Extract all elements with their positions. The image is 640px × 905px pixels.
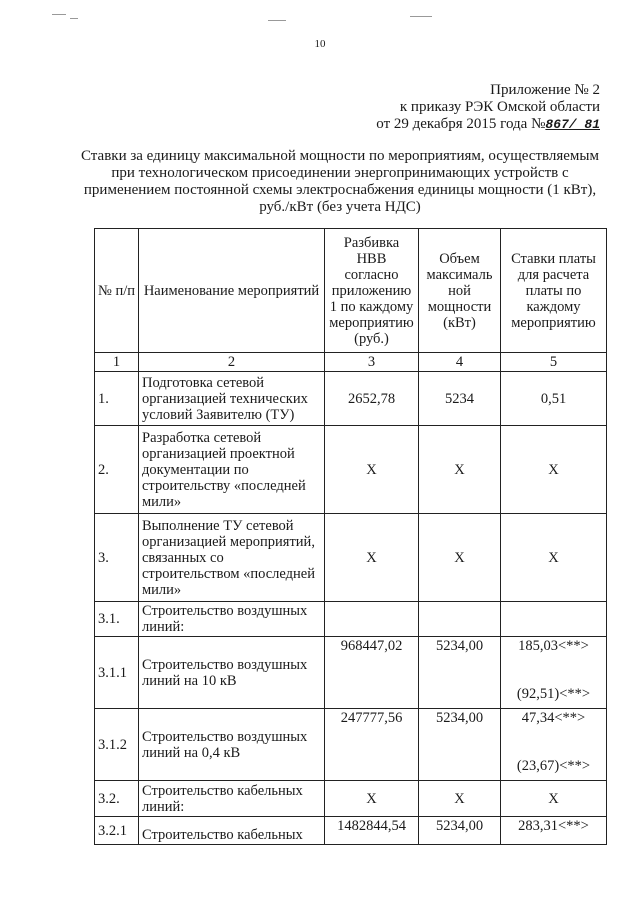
row-name: Строительство кабельных [139, 817, 325, 845]
row-name: Разработка сетевой организацией проектной документации по строительству «последней мили» [139, 426, 325, 514]
col-number: 1 [95, 353, 139, 372]
row-rate: 283,31<**> [501, 817, 607, 845]
header-power: Объем максималь ной мощности (кВт) [419, 229, 501, 353]
header-nvv: Разбивка НВВ согласно приложению 1 по каждому мероприятию (руб.) [325, 229, 419, 353]
row-name: Строительство воздушных линий на 0,4 кВ [139, 709, 325, 781]
row-rate: X [501, 514, 607, 602]
row-nvv: 2652,78 [325, 372, 419, 426]
page-number: 10 [314, 38, 326, 50]
header-name: Наименование мероприятий [139, 229, 325, 353]
row-nvv: 1482844,54 [325, 817, 419, 845]
col-number: 2 [139, 353, 325, 372]
appendix-line1: Приложение № 2 [490, 82, 600, 98]
row-rate: 0,51 [501, 372, 607, 426]
row-rate: 47,34<**> [521, 710, 586, 726]
row-rate-cell [501, 637, 607, 709]
row-number: 1. [95, 372, 139, 426]
col-number: 5 [501, 353, 607, 372]
handwritten-doc-number: 867/ 81 [545, 117, 600, 132]
row-number: 3.2.1 [95, 817, 139, 845]
row-number: 3.1.1 [95, 637, 139, 709]
row-rate-alt: (23,67)<**> [516, 758, 591, 774]
table-row [95, 514, 607, 602]
col-number: 4 [419, 353, 501, 372]
table-row [95, 817, 607, 845]
header-rate: Ставки платы для расчета платы по каждому мероприятию [501, 229, 607, 353]
appendix-header [376, 82, 600, 133]
document-title: Ставки за единицу максимальной мощности по мероприятиям, осуществляемым при технологическом присоединении энергопринимающих устройств с применением постоянной схемы электроснабжения единицы мощности (1 кВт), руб./кВт (без учета НДС) [81, 148, 599, 215]
row-power: X [419, 514, 501, 602]
row-power: 5234 [419, 372, 501, 426]
table-row [95, 602, 607, 637]
table-row [95, 372, 607, 426]
row-name: Строительство воздушных линий на 10 кВ [139, 637, 325, 709]
header-number: № п/п [95, 229, 139, 353]
row-number: 3. [95, 514, 139, 602]
appendix-line2: к приказу РЭК Омской области [399, 99, 600, 115]
row-rate-alt: (92,51)<**> [516, 686, 591, 702]
table-header-row [95, 229, 607, 353]
row-rate: X [501, 781, 607, 817]
rates-table [94, 228, 607, 845]
table-row [95, 637, 607, 709]
table-row [95, 709, 607, 781]
row-power: 5234,00 [419, 817, 501, 845]
table-row [95, 781, 607, 817]
row-number: 3.2. [95, 781, 139, 817]
row-name: Строительство кабельных линий: [139, 781, 325, 817]
row-rate: X [501, 426, 607, 514]
row-rate-cell [501, 709, 607, 781]
row-nvv: X [325, 514, 419, 602]
appendix-date: от 29 декабря 2015 года № [376, 116, 546, 132]
row-power: 5234,00 [419, 637, 501, 709]
column-number-row [95, 353, 607, 372]
row-power: X [419, 426, 501, 514]
row-number: 2. [95, 426, 139, 514]
table-row [95, 426, 607, 514]
col-number: 3 [325, 353, 419, 372]
row-power: 5234,00 [419, 709, 501, 781]
appendix-line3 [376, 116, 600, 133]
row-name: Подготовка сетевой организацией технических условий Заявителю (ТУ) [139, 372, 325, 426]
row-name: Строительство воздушных линий: [139, 602, 325, 637]
row-nvv [325, 602, 419, 637]
row-nvv: X [325, 426, 419, 514]
row-nvv: 968447,02 [325, 637, 419, 709]
row-nvv: 247777,56 [325, 709, 419, 781]
row-number: 3.1.2 [95, 709, 139, 781]
row-name: Выполнение ТУ сетевой организацией мероприятий, связанных со строительством «последней мили» [139, 514, 325, 602]
row-nvv: X [325, 781, 419, 817]
row-number: 3.1. [95, 602, 139, 637]
row-power: X [419, 781, 501, 817]
row-rate: 185,03<**> [518, 638, 589, 654]
row-rate [501, 602, 607, 637]
row-power [419, 602, 501, 637]
